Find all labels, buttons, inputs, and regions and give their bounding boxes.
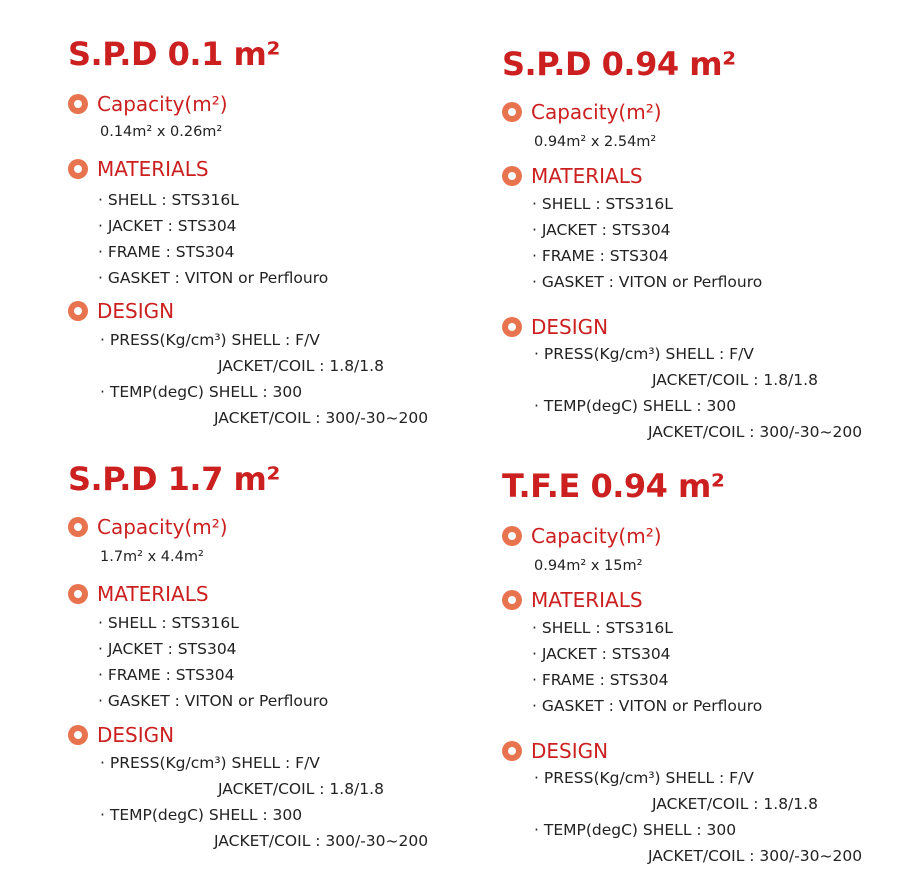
circle-bullet-icon	[68, 159, 88, 179]
material-item-shell: · SHELL : STS316L	[98, 191, 239, 209]
material-item-jacket: · JACKET : STS304	[532, 645, 671, 663]
capacity-heading	[68, 514, 228, 540]
design-press-jacket: JACKET/COIL : 1.8/1.8	[218, 357, 384, 375]
circle-bullet-icon	[502, 166, 522, 186]
materials-heading	[502, 163, 643, 189]
product-title: S.P.D 0.1 m²	[68, 35, 280, 73]
design-press: · PRESS(Kg/cm³) SHELL : F/V	[534, 769, 754, 787]
capacity-value: 0.94m² x 2.54m²	[534, 134, 657, 150]
design-heading	[68, 298, 174, 324]
circle-bullet-icon	[68, 301, 88, 321]
materials-label: MATERIALS	[531, 588, 643, 612]
circle-bullet-icon	[68, 517, 88, 537]
circle-bullet-icon	[502, 526, 522, 546]
material-item-frame: · FRAME : STS304	[532, 247, 669, 265]
capacity-label: Capacity(m²)	[97, 515, 228, 539]
design-temp-jacket: JACKET/COIL : 300/-30~200	[214, 409, 429, 427]
material-item-shell: · SHELL : STS316L	[532, 195, 673, 213]
material-item-frame: · FRAME : STS304	[532, 671, 669, 689]
materials-heading	[68, 156, 209, 182]
capacity-value: 1.7m² x 4.4m²	[100, 549, 204, 565]
material-item-gasket: · GASKET : VITON or Perflouro	[532, 273, 763, 291]
capacity-label: Capacity(m²)	[97, 92, 228, 116]
capacity-heading	[502, 523, 662, 549]
design-press: · PRESS(Kg/cm³) SHELL : F/V	[100, 754, 320, 772]
product-card-spd-0-1	[68, 36, 468, 431]
materials-label: MATERIALS	[97, 157, 209, 181]
product-card-spd-1-7	[68, 461, 468, 856]
material-item-gasket: · GASKET : VITON or Perflouro	[532, 697, 763, 715]
product-title: S.P.D 0.94 m²	[502, 45, 736, 83]
design-press-jacket: JACKET/COIL : 1.8/1.8	[652, 371, 818, 389]
materials-label: MATERIALS	[531, 164, 643, 188]
product-card-spd-0-94	[502, 46, 912, 446]
capacity-heading	[68, 91, 228, 117]
circle-bullet-icon	[68, 725, 88, 745]
product-title: T.F.E 0.94 m²	[502, 467, 725, 505]
product-card-tfe-0-94	[502, 468, 912, 878]
materials-heading	[68, 581, 209, 607]
materials-heading	[502, 587, 643, 613]
design-label: DESIGN	[531, 315, 609, 339]
material-item-shell: · SHELL : STS316L	[532, 619, 673, 637]
material-item-jacket: · JACKET : STS304	[98, 217, 237, 235]
circle-bullet-icon	[502, 102, 522, 122]
material-item-jacket: · JACKET : STS304	[98, 640, 237, 658]
capacity-label: Capacity(m²)	[531, 524, 662, 548]
design-temp: · TEMP(degC) SHELL : 300	[534, 397, 737, 415]
design-press: · PRESS(Kg/cm³) SHELL : F/V	[534, 345, 754, 363]
material-item-frame: · FRAME : STS304	[98, 243, 235, 261]
circle-bullet-icon	[502, 741, 522, 761]
capacity-label: Capacity(m²)	[531, 100, 662, 124]
material-item-gasket: · GASKET : VITON or Perflouro	[98, 692, 329, 710]
circle-bullet-icon	[68, 584, 88, 604]
circle-bullet-icon	[502, 590, 522, 610]
design-temp: · TEMP(degC) SHELL : 300	[534, 821, 737, 839]
materials-label: MATERIALS	[97, 582, 209, 606]
design-heading	[502, 314, 608, 340]
product-title: S.P.D 1.7 m²	[68, 460, 280, 498]
material-item-jacket: · JACKET : STS304	[532, 221, 671, 239]
capacity-value: 0.14m² x 0.26m²	[100, 124, 223, 140]
design-temp: · TEMP(degC) SHELL : 300	[100, 806, 303, 824]
design-heading	[502, 738, 608, 764]
material-item-gasket: · GASKET : VITON or Perflouro	[98, 269, 329, 287]
circle-bullet-icon	[502, 317, 522, 337]
design-temp-jacket: JACKET/COIL : 300/-30~200	[648, 847, 863, 865]
design-label: DESIGN	[97, 299, 175, 323]
design-temp: · TEMP(degC) SHELL : 300	[100, 383, 303, 401]
design-temp-jacket: JACKET/COIL : 300/-30~200	[648, 423, 863, 441]
design-press-jacket: JACKET/COIL : 1.8/1.8	[652, 795, 818, 813]
material-item-shell: · SHELL : STS316L	[98, 614, 239, 632]
circle-bullet-icon	[68, 94, 88, 114]
design-heading	[68, 722, 174, 748]
material-item-frame: · FRAME : STS304	[98, 666, 235, 684]
design-press: · PRESS(Kg/cm³) SHELL : F/V	[100, 331, 320, 349]
design-temp-jacket: JACKET/COIL : 300/-30~200	[214, 832, 429, 850]
capacity-value: 0.94m² x 15m²	[534, 558, 643, 574]
design-label: DESIGN	[531, 739, 609, 763]
capacity-heading	[502, 99, 662, 125]
design-press-jacket: JACKET/COIL : 1.8/1.8	[218, 780, 384, 798]
design-label: DESIGN	[97, 723, 175, 747]
